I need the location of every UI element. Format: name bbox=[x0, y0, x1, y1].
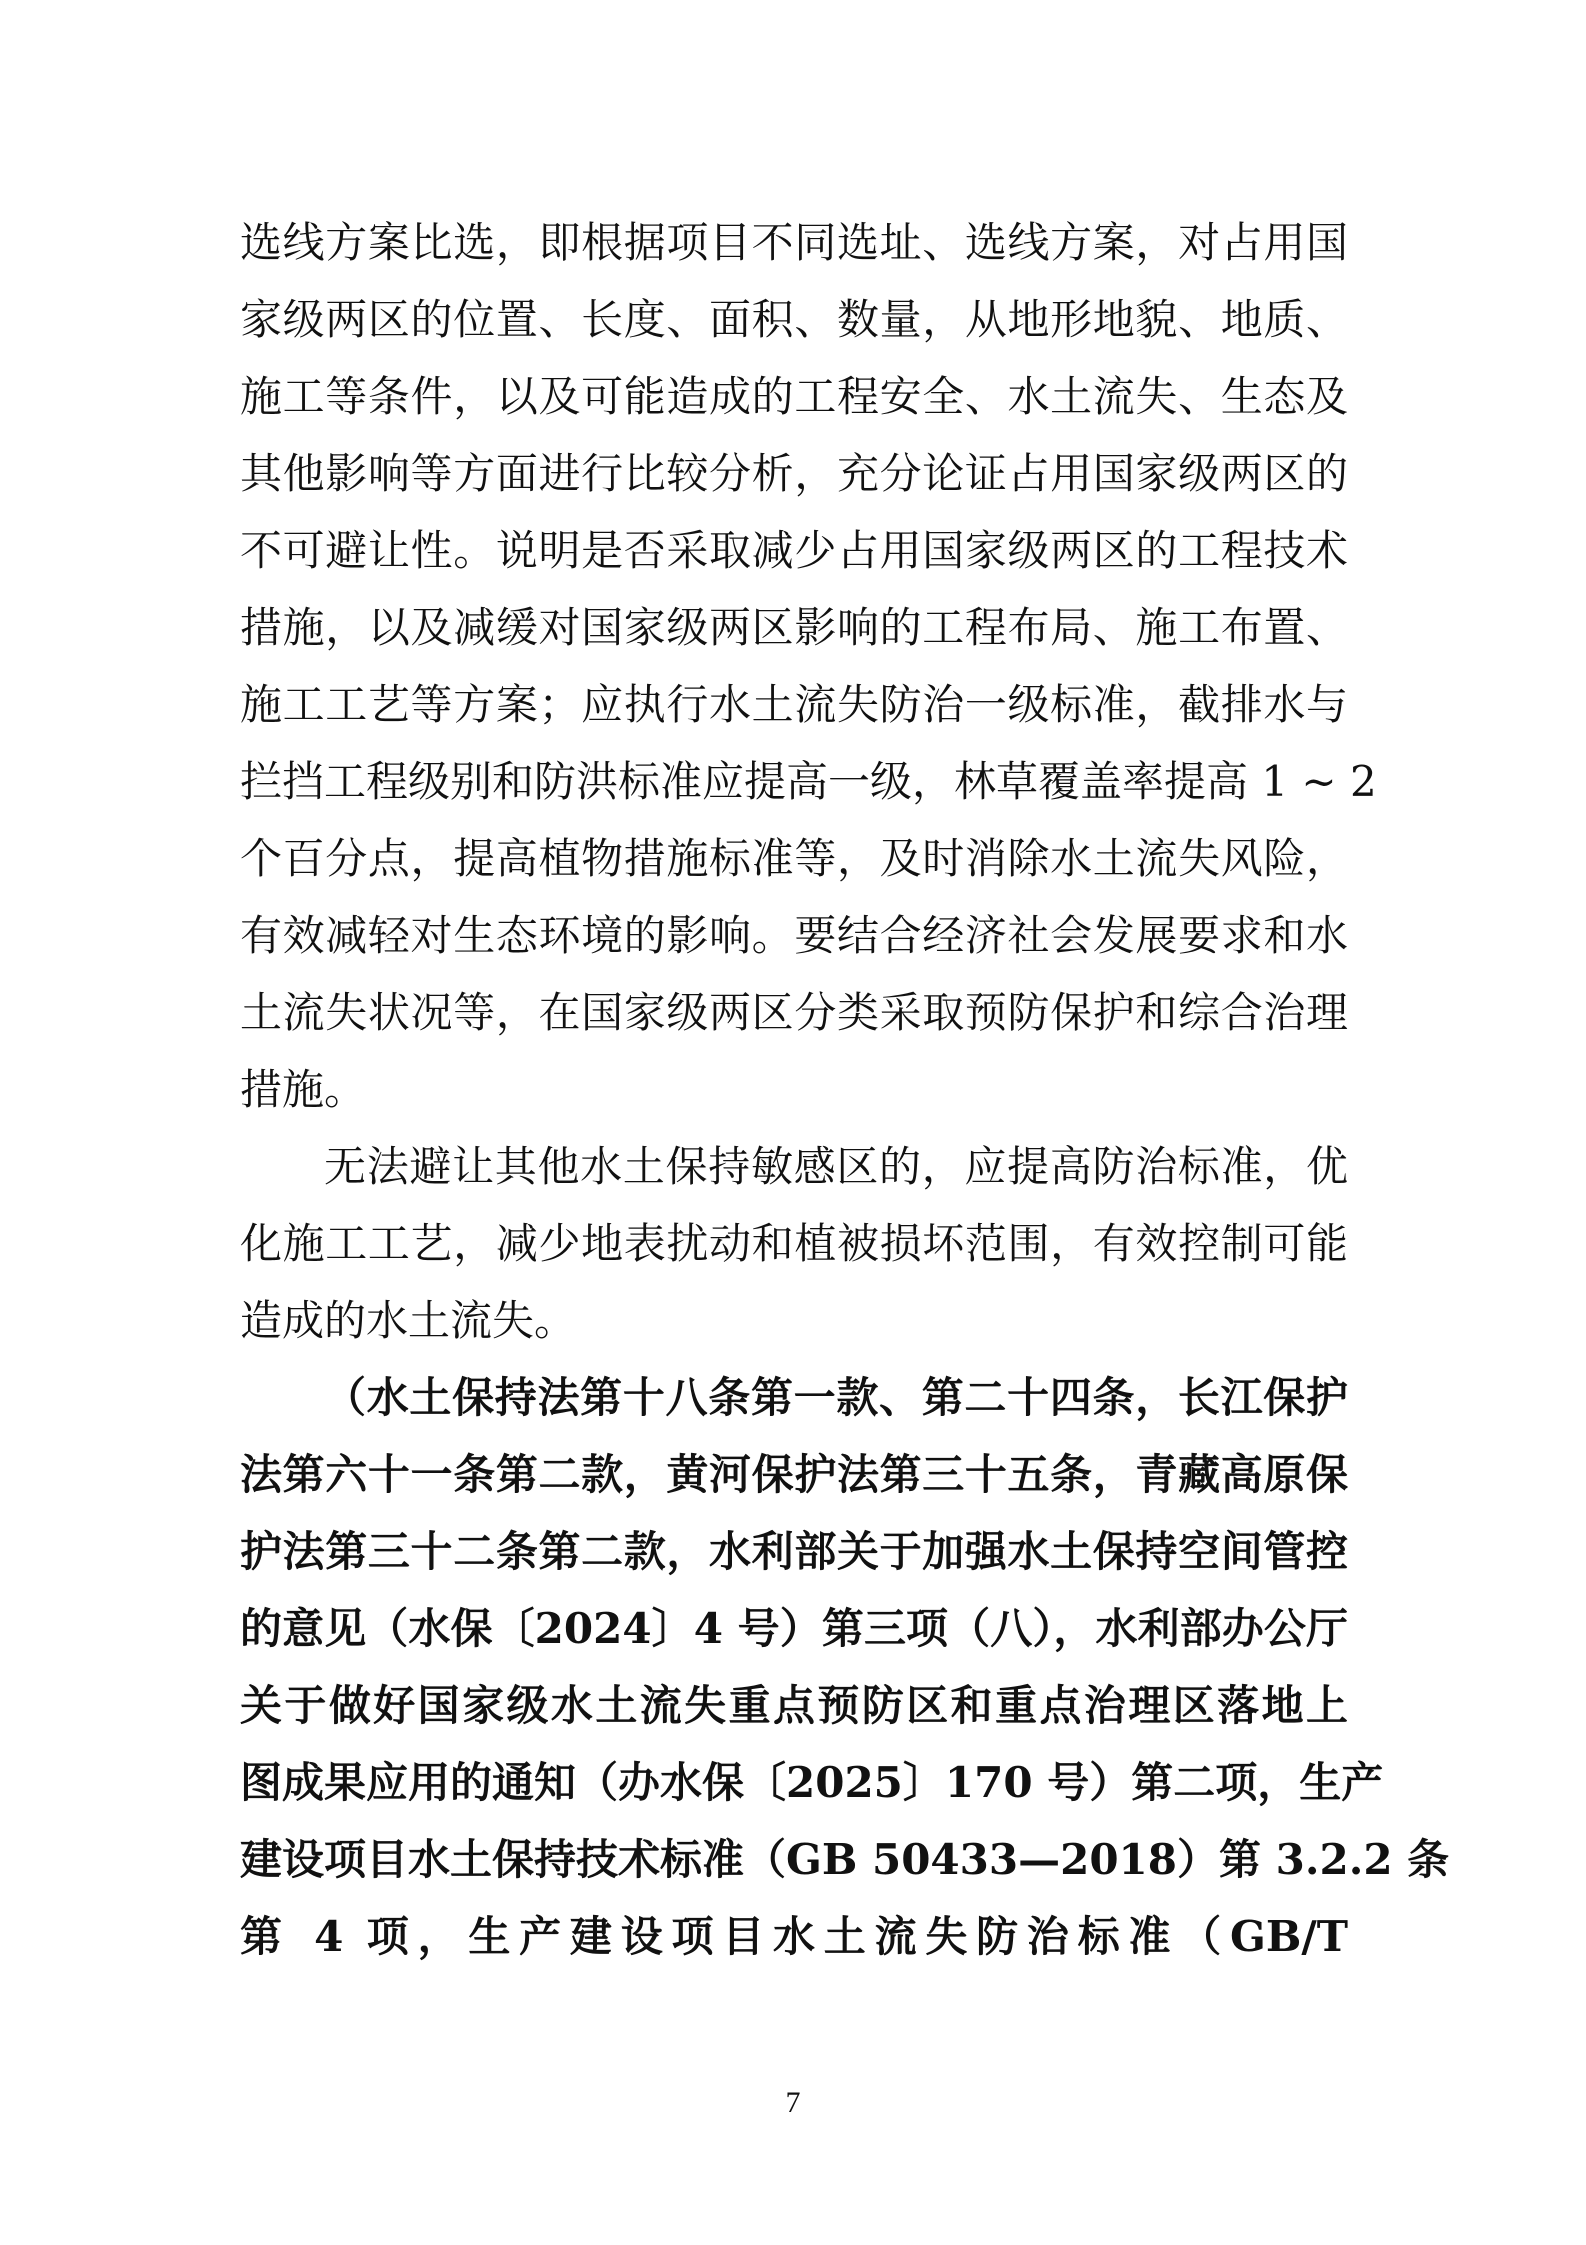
text-line: 的意见（水保〔2024〕4 号）第三项（八），水利部办公厅 bbox=[240, 1604, 1348, 1653]
text-line: 土流失状况等，在国家级两区分类采取预防保护和综合治理 bbox=[240, 988, 1348, 1037]
text-line: 有效减轻对生态环境的影响。要结合经济社会发展要求和水 bbox=[240, 911, 1348, 960]
text-line: 法第六十一条第二款，黄河保护法第三十五条，青藏高原保 bbox=[240, 1450, 1348, 1499]
page-number: 7 bbox=[785, 2086, 801, 2119]
text-line: 建设项目水土保持技术标准（GB 50433—2018）第 3.2.2 条 bbox=[240, 1835, 1450, 1884]
text-line: 第 4 项，生产建设项目水土流失防治标准（GB/T bbox=[240, 1912, 1348, 1961]
text-line: 选线方案比选，即根据项目不同选址、选线方案，对占用国 bbox=[240, 218, 1348, 267]
text-line: 无法避让其他水土保持敏感区的，应提高防治标准，优 bbox=[324, 1142, 1348, 1191]
text-line: 不可避让性。说明是否采取减少占用国家级两区的工程技术 bbox=[240, 526, 1348, 575]
text-line: （水土保持法第十八条第一款、第二十四条，长江保护 bbox=[324, 1373, 1348, 1422]
text-line: 施工等条件，以及可能造成的工程安全、水土流失、生态及 bbox=[240, 372, 1348, 421]
text-line: 个百分点，提高植物措施标准等，及时消除水土流失风险， bbox=[240, 834, 1348, 883]
text-line: 化施工工艺，减少地表扰动和植被损坏范围，有效控制可能 bbox=[240, 1219, 1348, 1268]
text-line: 家级两区的位置、长度、面积、数量，从地形地貌、地质、 bbox=[240, 295, 1348, 344]
text-line: 护法第三十二条第二款，水利部关于加强水土保持空间管控 bbox=[240, 1527, 1348, 1576]
text-line: 拦挡工程级别和防洪标准应提高一级，林草覆盖率提高 1 ~ 2 bbox=[240, 757, 1377, 806]
text-line: 造成的水土流失。 bbox=[240, 1296, 577, 1345]
text-line: 措施。 bbox=[240, 1065, 367, 1114]
text-line: 其他影响等方面进行比较分析，充分论证占用国家级两区的 bbox=[240, 449, 1348, 498]
text-line: 施工工艺等方案；应执行水土流失防治一级标准，截排水与 bbox=[240, 680, 1348, 729]
text-line: 图成果应用的通知（办水保〔2025〕170 号）第二项，生产 bbox=[240, 1758, 1384, 1807]
text-line: 关于做好国家级水土流失重点预防区和重点治理区落地上 bbox=[240, 1681, 1348, 1730]
text-line: 措施，以及减缓对国家级两区影响的工程布局、施工布置、 bbox=[240, 603, 1348, 652]
